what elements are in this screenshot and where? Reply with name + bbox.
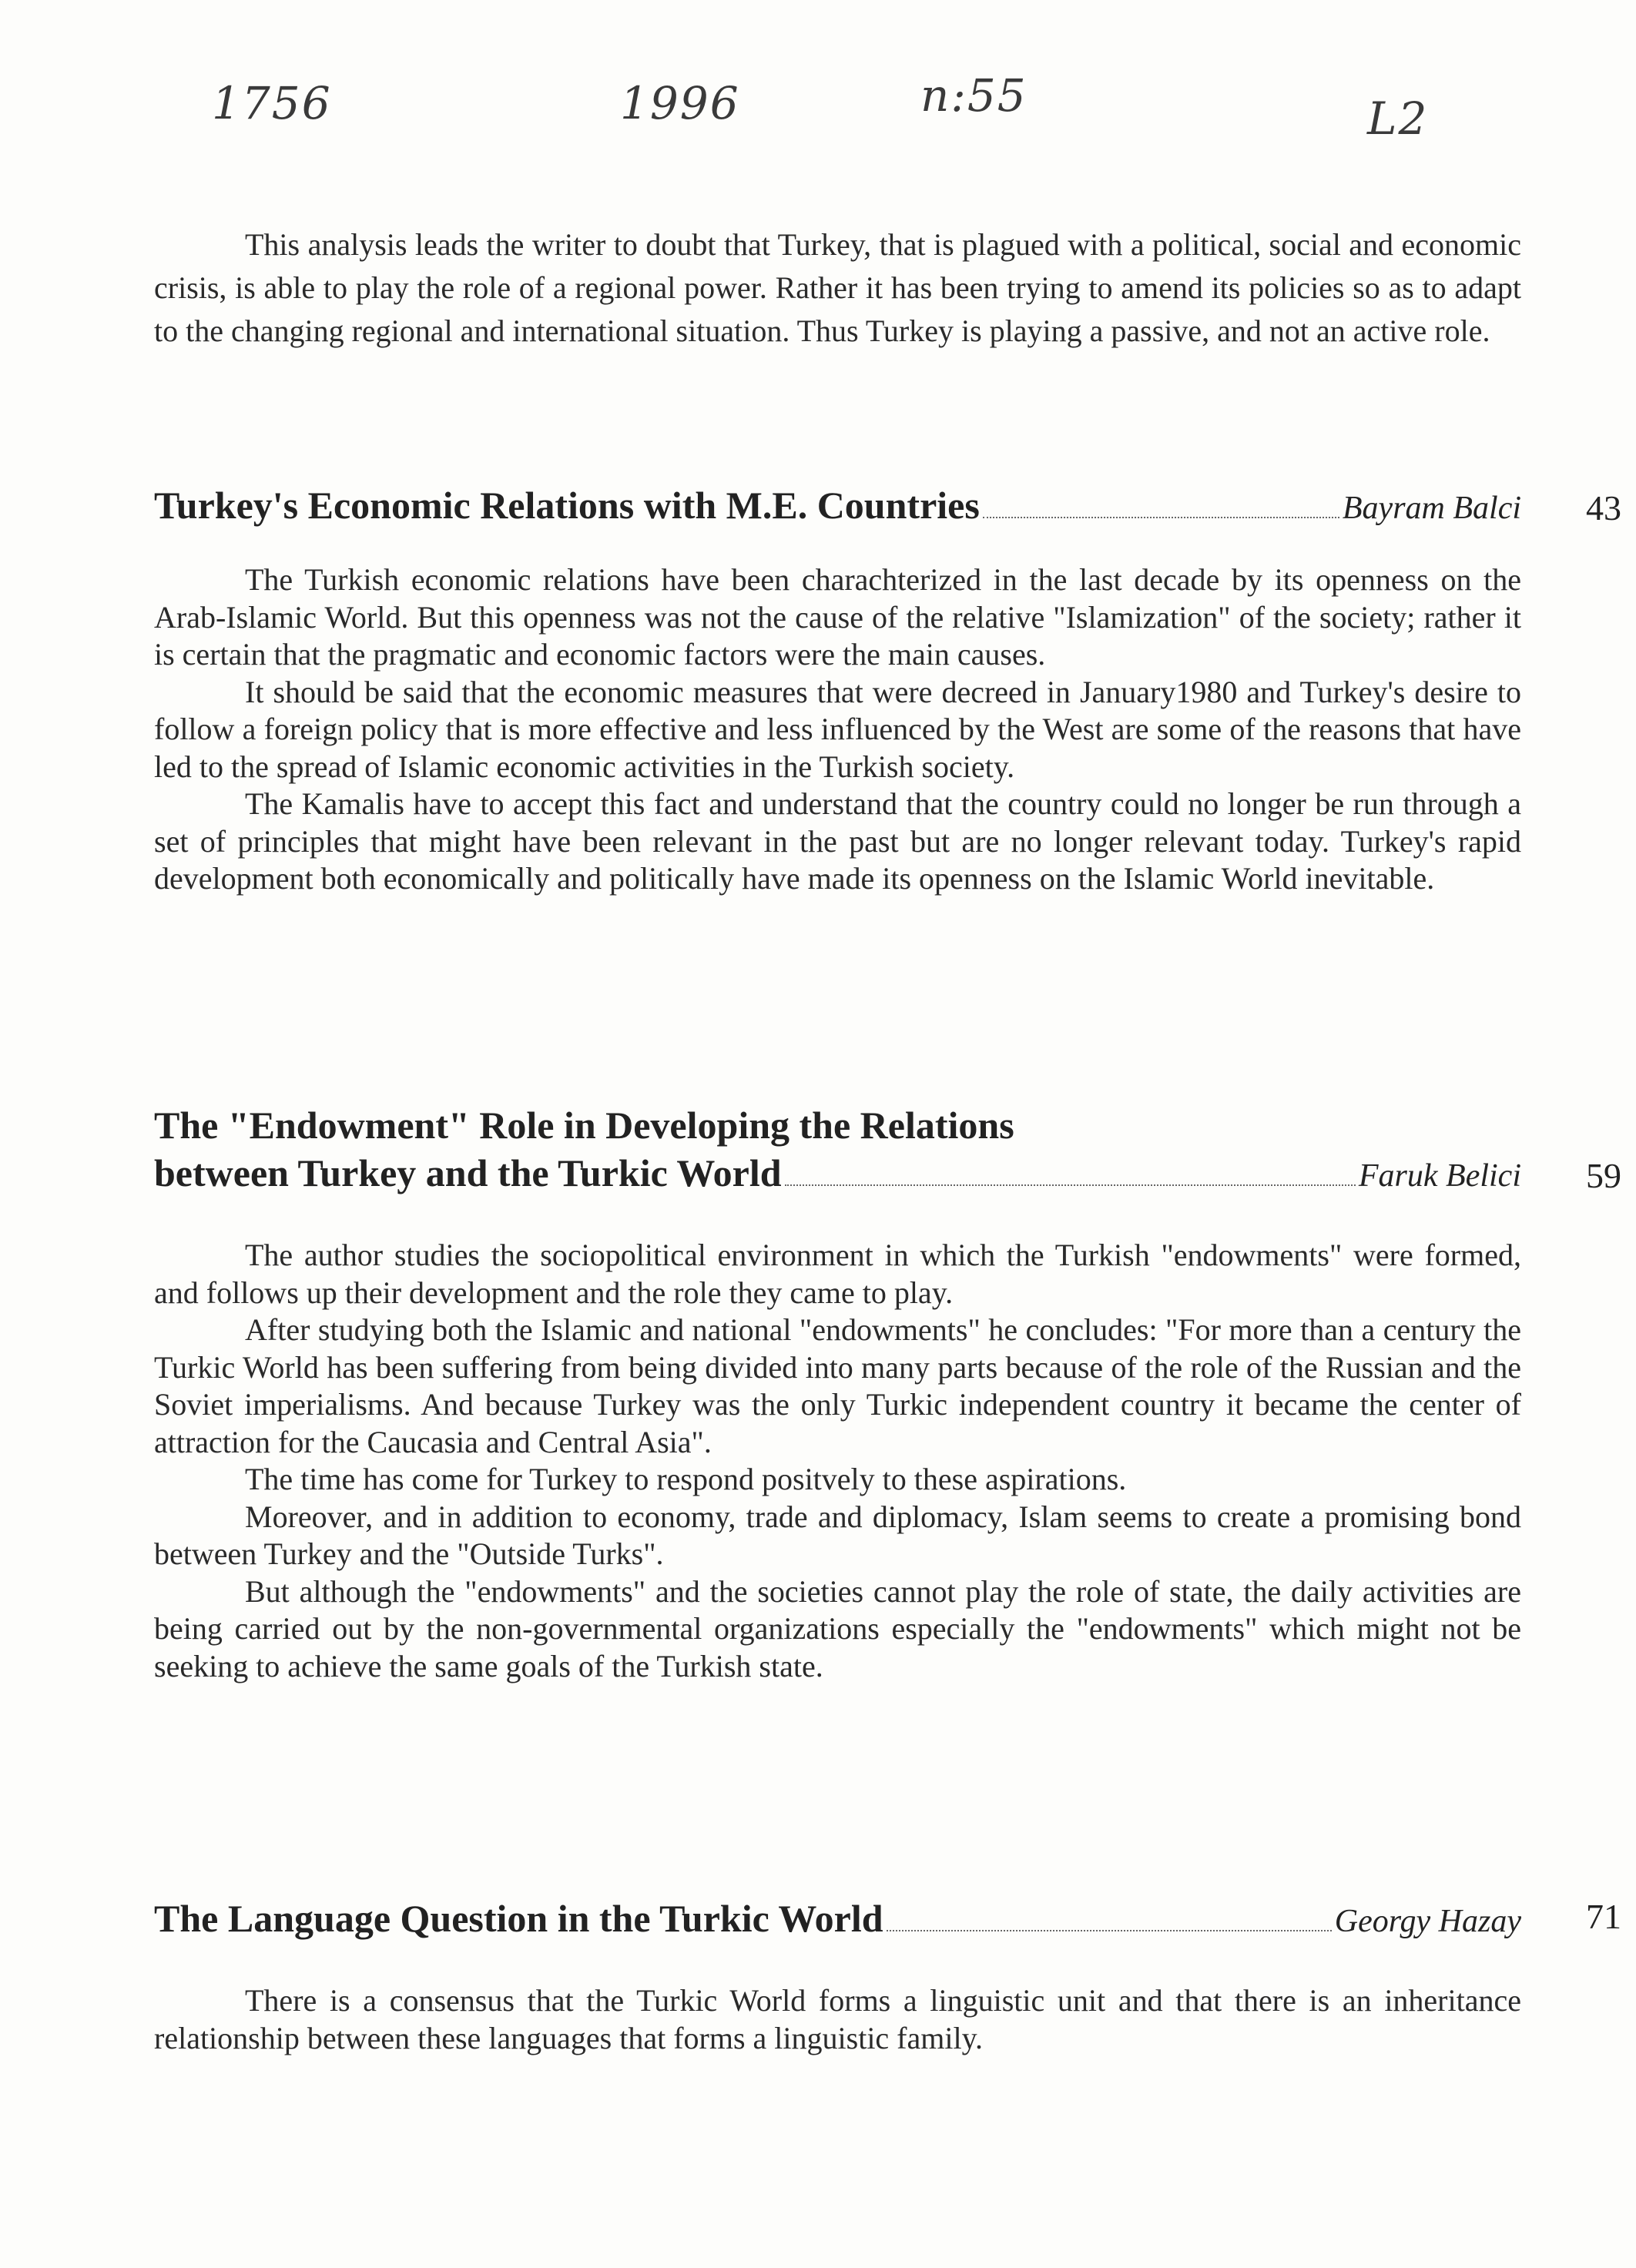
paragraph: The author studies the sociopolitical environment in which the Turkish "endowments" were formed, and follows up their development and the role they came to play.	[154, 1238, 1521, 1310]
handwritten-mark-3: n:55	[920, 69, 1028, 122]
leader-dots	[785, 1184, 1356, 1186]
article-economic-relations	[154, 481, 1621, 898]
article-title: Turkey's Economic Relations with M.E. Countries	[154, 484, 980, 527]
article-heading	[154, 1101, 1621, 1200]
paragraph: The time has come for Turkey to respond positvely to these aspirations.	[245, 1462, 1127, 1496]
paragraph: After studying both the Islamic and national "endowments" he concludes: "For more than a century the Turkic World has been suffering from being divided into many parts because of the role of the Russian and the Soviet imperialisms. And because Turkey was the only Turkic independent country it became the center of attraction for the Caucasia and Central Asia".	[154, 1312, 1521, 1459]
paragraph: The Turkish economic relations have been charachterized in the last decade by its openness on the Arab-Islamic World. But this openness was not the cause of the relative "Islamization" of the society; rather it is certain that the pragmatic and economic factors were the main causes.	[154, 562, 1521, 672]
article-author: Bayram Balci	[1342, 491, 1521, 526]
handwritten-mark-1: 1756	[212, 77, 332, 129]
article-language-question	[154, 1894, 1621, 2057]
article-author: Georgy Hazay	[1334, 1904, 1521, 1939]
intro-paragraph: This analysis leads the writer to doubt that Turkey, that is plagued with a political, social and economic crisis, is able to play the role of a regional power. Rather it has been trying to amend its policies so as to adapt to the changing regional and international situation. Thus Turkey is playing a passive, and not an active role.	[154, 227, 1521, 348]
handwritten-mark-4: L2	[1367, 92, 1429, 145]
article-body	[154, 1982, 1521, 2057]
article-title-line-1: The "Endowment" Role in Developing the Relations	[154, 1104, 1014, 1147]
intro-abstract	[154, 223, 1521, 353]
paragraph: But although the "endowments" and the societies cannot play the role of state, the daily activities are being carried out by the non-governmental organizations especially the "endowments" which might not be seeking to achieve the same goals of the Turkish state.	[154, 1573, 1521, 1683]
handwritten-mark-2: 1996	[620, 77, 740, 129]
page-number: 59	[1586, 1156, 1621, 1195]
leader-dots	[887, 1930, 1332, 1931]
article-title-line-2: between Turkey and the Turkic World	[154, 1151, 782, 1194]
paragraph: The Kamalis have to accept this fact and understand that the country could no longer be run through a set of principles that might have been relevant in the past but are no longer relevant today. Turkey's rapid development both economically and politically have made its openness on the Islamic World inevitable.	[154, 786, 1521, 896]
article-title: The Language Question in the Turkic World	[154, 1897, 883, 1940]
article-heading	[154, 1894, 1621, 1945]
paragraph: There is a consensus that the Turkic World forms a linguistic unit and that there is an inheritance relationship between these languages that forms a linguistic family.	[154, 1983, 1521, 2055]
page-number: 71	[1586, 1897, 1621, 1936]
article-author: Faruk Belici	[1358, 1158, 1521, 1194]
leader-dots	[983, 517, 1339, 518]
article-heading	[154, 481, 1621, 532]
article-endowment-role	[154, 1101, 1621, 1685]
paragraph: It should be said that the economic measures that were decreed in January1980 and Turkey's desire to follow a foreign policy that is more effective and less influenced by the West are some of the reasons that have led to the spread of Islamic economic activities in the Turkish society.	[154, 674, 1521, 784]
article-body	[154, 561, 1521, 898]
page-number: 43	[1586, 488, 1621, 528]
paragraph: Moreover, and in addition to economy, trade and diplomacy, Islam seems to create a promising bond between Turkey and the "Outside Turks".	[154, 1499, 1521, 1571]
article-body	[154, 1237, 1521, 1685]
